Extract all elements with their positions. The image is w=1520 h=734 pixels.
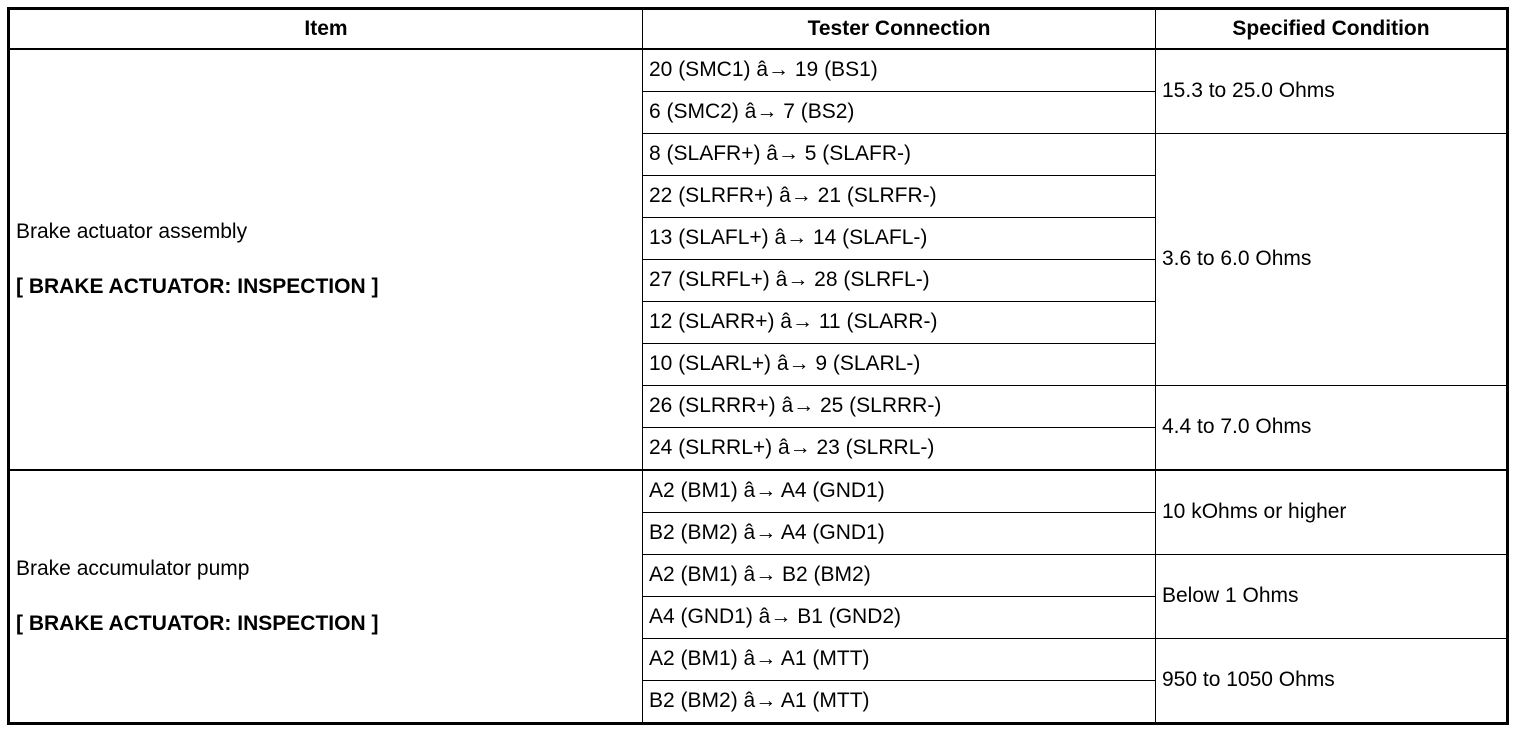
header-item: Item xyxy=(9,9,643,50)
item-cell xyxy=(9,49,643,470)
tester-connection-cell: 13 (SLAFL+) â→ 14 (SLAFL-) xyxy=(643,217,1156,259)
inspection-link[interactable]: [ BRAKE ACTUATOR: INSPECTION ] xyxy=(16,611,379,635)
specified-condition-cell: 950 to 1050 Ohms xyxy=(1156,638,1508,723)
tester-connection-cell: 12 (SLARR+) â→ 11 (SLARR-) xyxy=(643,301,1156,343)
header-tester-connection: Tester Connection xyxy=(643,9,1156,50)
specified-condition-cell: 15.3 to 25.0 Ohms xyxy=(1156,49,1508,133)
header-specified-condition: Specified Condition xyxy=(1156,9,1508,50)
table-row xyxy=(9,470,1508,513)
specified-condition-cell: Below 1 Ohms xyxy=(1156,554,1508,638)
tester-connection-cell: B2 (BM2) â→ A4 (GND1) xyxy=(643,512,1156,554)
tester-connection-cell: 20 (SMC1) â→ 19 (BS1) xyxy=(643,49,1156,92)
item-cell xyxy=(9,470,643,724)
specified-condition-cell: 10 kOhms or higher xyxy=(1156,470,1508,554)
tester-connection-cell: 27 (SLRFL+) â→ 28 (SLRFL-) xyxy=(643,259,1156,301)
table-row xyxy=(9,49,1508,92)
specified-condition-cell: 4.4 to 7.0 Ohms xyxy=(1156,385,1508,469)
tester-connection-cell: 26 (SLRRR+) â→ 25 (SLRRR-) xyxy=(643,385,1156,427)
tester-connection-cell: 24 (SLRRL+) â→ 23 (SLRRL-) xyxy=(643,427,1156,470)
tester-connection-cell: A2 (BM1) â→ A4 (GND1) xyxy=(643,470,1156,513)
inspection-spec-table xyxy=(7,7,1509,725)
tester-connection-cell: A2 (BM1) â→ B2 (BM2) xyxy=(643,554,1156,596)
table-header-row xyxy=(9,9,1508,50)
item-name: Brake accumulator pump xyxy=(16,556,250,580)
inspection-link[interactable]: [ BRAKE ACTUATOR: INSPECTION ] xyxy=(16,274,379,298)
tester-connection-cell: 8 (SLAFR+) â→ 5 (SLAFR-) xyxy=(643,133,1156,175)
item-name: Brake actuator assembly xyxy=(16,219,248,243)
tester-connection-cell: A4 (GND1) â→ B1 (GND2) xyxy=(643,596,1156,638)
tester-connection-cell: 22 (SLRFR+) â→ 21 (SLRFR-) xyxy=(643,175,1156,217)
tester-connection-cell: B2 (BM2) â→ A1 (MTT) xyxy=(643,680,1156,723)
specified-condition-cell: 3.6 to 6.0 Ohms xyxy=(1156,133,1508,385)
tester-connection-cell: 10 (SLARL+) â→ 9 (SLARL-) xyxy=(643,343,1156,385)
tester-connection-cell: A2 (BM1) â→ A1 (MTT) xyxy=(643,638,1156,680)
tester-connection-cell: 6 (SMC2) â→ 7 (BS2) xyxy=(643,92,1156,134)
